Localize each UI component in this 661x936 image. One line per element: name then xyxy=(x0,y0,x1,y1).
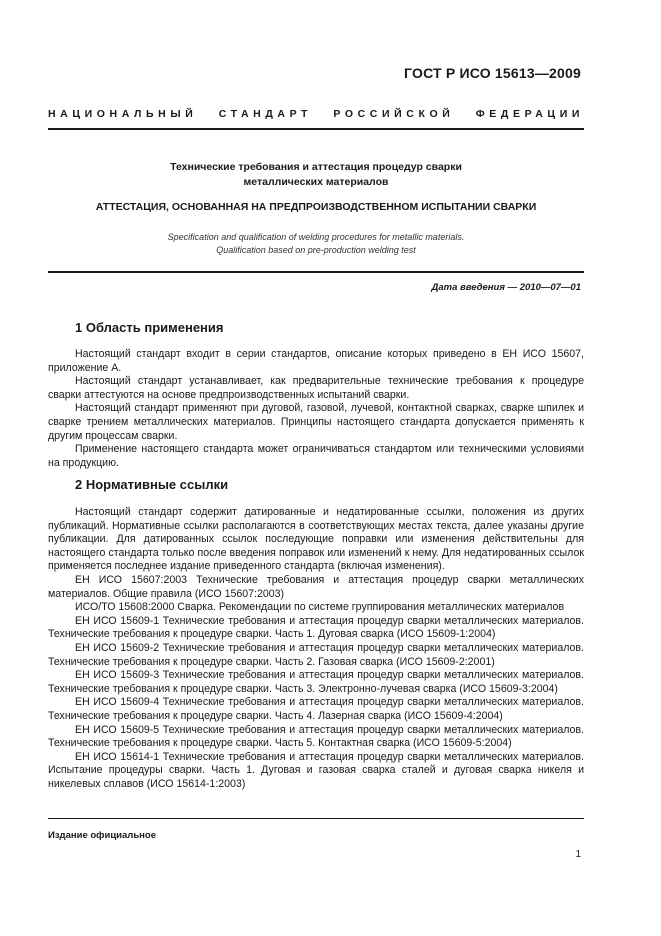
footer-rule xyxy=(48,818,584,819)
english-title-line-2: Qualification based on pre-production welding test xyxy=(216,245,416,255)
main-title: АТТЕСТАЦИЯ, ОСНОВАННАЯ НА ПРЕДПРОИЗВОДСТВЕННОМ ИСПЫТАНИИ СВАРКИ xyxy=(95,201,537,213)
reference-item: ЕН ИСО 15609-4 Технические требования и аттестация процедур сварки металлических материалов. Технические требования к процедуре сварки. Часть 4. Лазерная сварка (ИСО 15609-4:2004) xyxy=(48,696,584,722)
paragraph: Настоящий стандарт устанавливает, как предварительные технические требования к процедуре сварки аттестуются на основе предпроизводственных испытаний сварки. xyxy=(48,375,584,401)
section-1-heading: 1 Область применения xyxy=(75,320,224,335)
section-2-body xyxy=(48,506,584,791)
reference-item: ИСО/ТО 15608:2000 Сварка. Рекомендации по системе группирования металлических материалов xyxy=(75,601,565,614)
title-block xyxy=(48,160,584,190)
reference-item: ЕН ИСО 15609-5 Технические требования и аттестация процедур сварки металлических материалов. Технические требования к процедуре сварки. Часть 5. Контактная сварка (ИСО 15609-5:2004) xyxy=(48,723,584,750)
paragraph: Настоящий стандарт содержит датированные и недатированные ссылки, положения из других публикаций. Нормативные ссылки располагаются в соответствующих местах текста, далее указаны другие публикации. Для датированных ссылок последующие поправки или изменения действительны для настоящего стандарта только после введения поправок или изменений к нему. Для недатированных ссылок применяется последнее издание приведенного стандарта (включая изменения). xyxy=(48,506,584,573)
paragraph: Настоящий стандарт применяют при дуговой, газовой, лучевой, контактной сварках, сварке шпилек и сварке трением металлических материалов. Принципы настоящего стандарта допускается применять к другим процессам сварки. xyxy=(48,402,584,442)
official-edition: Издание официальное xyxy=(48,830,156,841)
paragraph: Настоящий стандарт входит в серии стандартов, описание которых приведено в ЕН ИСО 15607, приложение А. xyxy=(48,348,584,374)
introduction-date: Дата введения — 2010—07—01 xyxy=(431,282,581,293)
section-2-heading: 2 Нормативные ссылки xyxy=(75,477,229,492)
reference-item: ЕН ИСО 15609-1 Технические требования и аттестация процедур сварки металлических материалов. Технические требования к процедуре сварки. Часть 1. Дуговая сварка (ИСО 15609-1:2004) xyxy=(48,614,584,641)
section-1-body xyxy=(48,348,584,470)
reference-item: ЕН ИСО 15609-2 Технические требования и аттестация процедур сварки металлических материалов. Технические требования к процедуре сварки. Часть 2. Газовая сварка (ИСО 15609-2:2001) xyxy=(48,641,584,668)
reference-item: ЕН ИСО 15607:2003 Технические требования и аттестация процедур сварки металлических материалов. Общие правила (ИСО 15607:2003) xyxy=(48,573,584,600)
title-line-2: металлических материалов xyxy=(243,176,389,188)
english-title xyxy=(48,231,584,257)
title-rule xyxy=(48,271,584,273)
title-line-1: Технические требования и аттестация процедур сварки xyxy=(170,161,462,173)
header-rule xyxy=(48,128,584,130)
standard-code: ГОСТ Р ИСО 15613—2009 xyxy=(404,65,581,81)
english-title-line-1: Specification and qualification of welding procedures for metallic materials. xyxy=(167,232,465,242)
paragraph: Применение настоящего стандарта может ограничиваться стандартом или техническими условиями на продукцию. xyxy=(48,443,584,469)
reference-item: ЕН ИСО 15614-1 Технические требования и аттестация процедур сварки металлических материалов. Испытание процедуры сварки. Часть 1. Дуговая и газовая сварка сталей и дуговая сварка никеля и никелевых сплавов (ИСО 15614-1:2003) xyxy=(48,750,584,790)
page-number: 1 xyxy=(575,849,581,860)
national-standard-title: НАЦИОНАЛЬНЫЙ СТАНДАРТ РОССИЙСКОЙ ФЕДЕРАЦИИ xyxy=(48,108,584,120)
reference-item: ЕН ИСО 15609-3 Технические требования и аттестация процедур сварки металлических материалов. Технические требования к процедуре сварки. Часть 3. Электронно-лучевая сварка (ИСО 15609-3:2004) xyxy=(48,669,584,695)
